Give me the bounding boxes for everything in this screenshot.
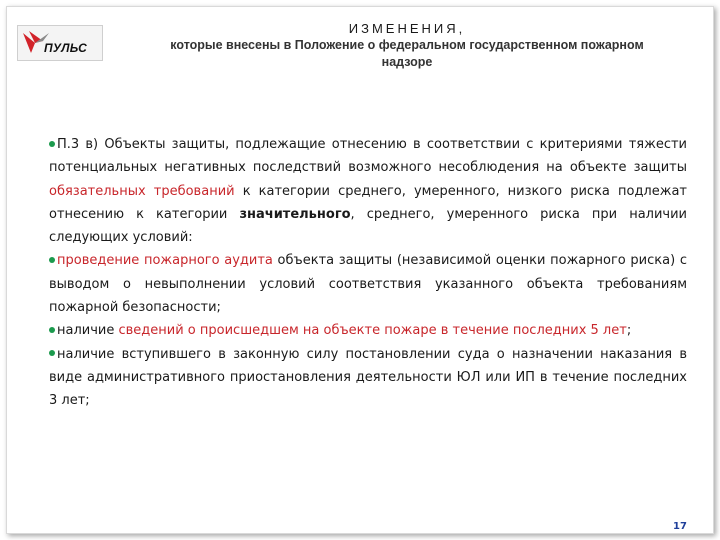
bullet-icon <box>49 350 55 356</box>
subtitle-line-1: которые внесены в Положение о федеральном государственном пожарном <box>170 38 644 52</box>
slide-header <box>107 20 707 71</box>
list-item-fire-audit <box>49 249 687 319</box>
text-segment: наличие вступившего в законную силу постановлении суда о назначении наказания в виде административного приостановления деятельности ЮЛ или ИП в течение последних 3 лет; <box>49 346 687 409</box>
list-item-court-ruling <box>49 343 687 413</box>
bullet-icon <box>49 257 55 263</box>
bullet-icon <box>49 141 55 147</box>
logo-text: ПУЛЬС <box>44 41 88 55</box>
list-item-fire-history <box>49 319 687 342</box>
body-text <box>49 133 687 413</box>
paragraph-clause-3v <box>49 133 687 249</box>
logo <box>17 25 103 61</box>
text-segment: наличие <box>57 323 119 339</box>
bullet-icon <box>49 327 55 333</box>
text-segment: П.3 в) Объекты защиты, подлежащие отнесению в соответствии с критериями тяжести потенциальных негативных последствий возможного несоблюдения на объекте защиты <box>49 137 687 176</box>
text-segment: объекта защиты (независимой оценки пожарного риска) с выводом о невыполнении условий соответствия указанного объекта требованиям пожарной безопасности; <box>49 253 687 316</box>
bold-text: значительного <box>239 206 351 222</box>
text-segment: к категории среднего, умеренного, низкого риска подлежат отнесению к категории <box>49 183 687 222</box>
page-title: ИЗМЕНЕНИЯ, <box>348 21 466 36</box>
text-segment: ; <box>626 323 632 339</box>
text-segment: , среднего, умеренного риска при наличии следующих условий: <box>49 206 688 246</box>
highlighted-text: проведение пожарного аудита <box>57 253 273 269</box>
highlighted-text: обязательных требований <box>49 183 235 199</box>
highlighted-text: сведений о происшедшем на объекте пожаре в течение последних 5 лет <box>118 323 627 339</box>
slide-frame <box>6 6 714 534</box>
page-number: 17 <box>673 521 687 532</box>
subtitle-line-2: надзоре <box>381 55 433 69</box>
